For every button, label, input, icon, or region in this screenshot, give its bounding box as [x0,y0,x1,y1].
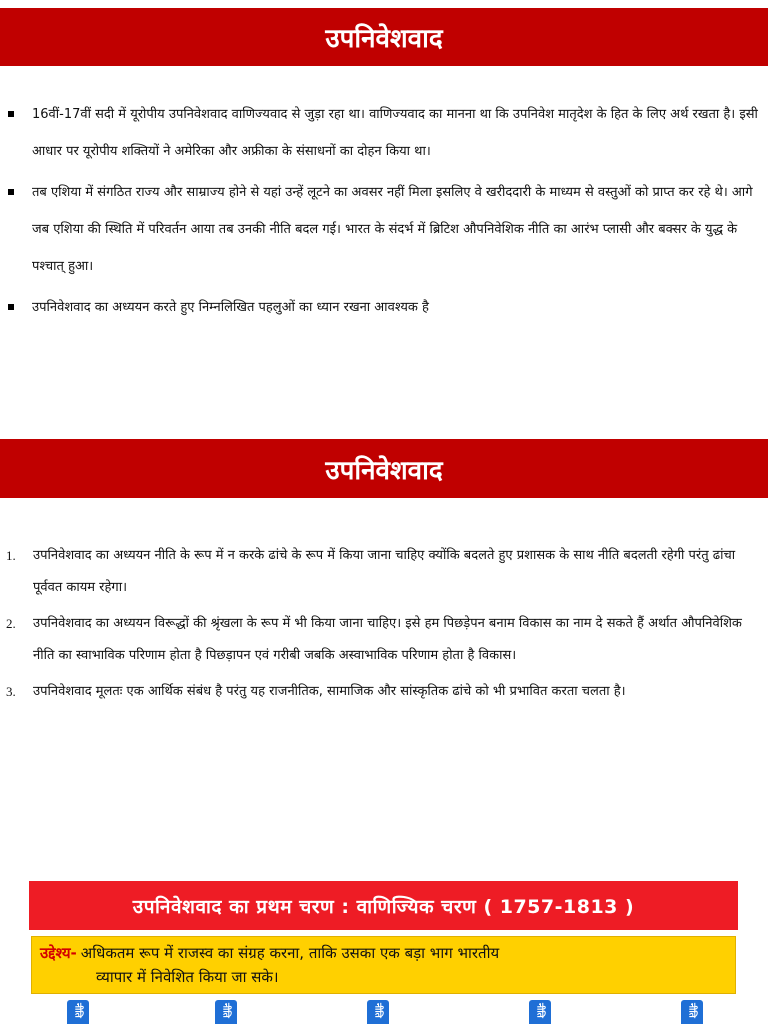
policy-tab-label: नीति [72,1003,83,1018]
bullet-item [0,174,768,285]
intro-bullet-list [0,96,768,330]
objective-line-1: अधिकतम रूप में राजस्व का संग्रह करना, ताकि उसका एक बड़ा भाग भारतीय [80,944,500,962]
policy-tab [215,1000,237,1024]
phase-infographic [29,881,738,1024]
policy-tab-label: नीति [372,1003,383,1018]
item-text: उपनिवेशवाद मूलतः एक आर्थिक संबंध है परंतु यह राजनीतिक, सामाजिक और सांस्कृतिक ढांचे को भी प्रभावित करता चलता है। [33,684,626,699]
section-2-title-banner [0,439,768,498]
numbered-item [0,608,768,672]
aspects-numbered-list [0,540,768,712]
numbered-item [0,540,768,604]
item-number: 2. [6,616,16,631]
objective-box [31,936,736,994]
policy-tab [681,1000,703,1024]
policy-tab [367,1000,389,1024]
policy-tab [529,1000,551,1024]
infographic-title-bar [29,881,738,930]
bullet-item [0,289,768,326]
policy-tabs-row [29,994,738,1024]
item-number: 1. [6,548,16,563]
policy-tab [67,1000,89,1024]
objective-label: उद्देश्य- [40,944,77,962]
bullet-text: तब एशिया में संगठित राज्य और साम्राज्य होने से यहां उन्हें लूटने का अवसर नहीं मिला इसलिए वे खरीददारी के माध्यम से वस्तुओं को प्राप्त कर रहे थे। आगे जब एशिया की स्थिति में परिवर्तन आया तब उनकी नीति बदल गई। भारत के संदर्भ में ब्रिटिश औपनिवेशिक नीति का आरंभ प्लासी और बक्सर के युद्ध के पश्चात् हुआ। [32,185,753,274]
bullet-item [0,96,768,170]
infographic-title: उपनिवेशवाद का प्रथम चरण : वाणिज्यिक चरण ( 1757-1813 ) [132,895,635,918]
policy-tab-label: नीति [686,1003,697,1018]
section-2-title: उपनिवेशवाद [325,455,443,486]
item-text: उपनिवेशवाद का अध्ययन विरूद्धों की श्रृंखला के रूप में भी किया जाना चाहिए। इसे हम पिछड़ेपन बनाम विकास का नाम दे सकते हैं अर्थात औपनिवेशिक नीति का स्वाभाविक परिणाम होता है पिछड़ापन एवं गरीबी जबकि अस्वाभाविक परिणाम होता है विकास। [33,616,742,663]
policy-tab-label: नीति [534,1003,545,1018]
policy-tab-label: नीति [220,1003,231,1018]
bullet-text: उपनिवेशवाद का अध्ययन करते हुए निम्नलिखित पहलुओं का ध्यान रखना आवश्यक है [32,300,429,315]
numbered-item [0,676,768,708]
section-1-title: उपनिवेशवाद [325,24,443,54]
objective-line-2: व्यापार में निवेशित किया जा सके। [96,968,279,986]
item-text: उपनिवेशवाद का अध्ययन नीति के रूप में न करके ढांचे के रूप में किया जाना चाहिए क्योंकि बदलते हुए प्रशासक के साथ नीति बदलती रहेगी परंतु ढांचा पूर्ववत कायम रहेगा। [33,548,736,595]
bullet-text: 16वीं-17वीं सदी में यूरोपीय उपनिवेशवाद वाणिज्यवाद से जुड़ा रहा था। वाणिज्यवाद का मानना था कि उपनिवेश मातृदेश के हित के लिए अर्थ रखता है। इसी आधार पर यूरोपीय शक्तियों ने अमेरिका और अफ्रीका के संसाधनों का दोहन किया था। [32,107,758,159]
section-1-title-banner [0,8,768,66]
item-number: 3. [6,684,16,699]
